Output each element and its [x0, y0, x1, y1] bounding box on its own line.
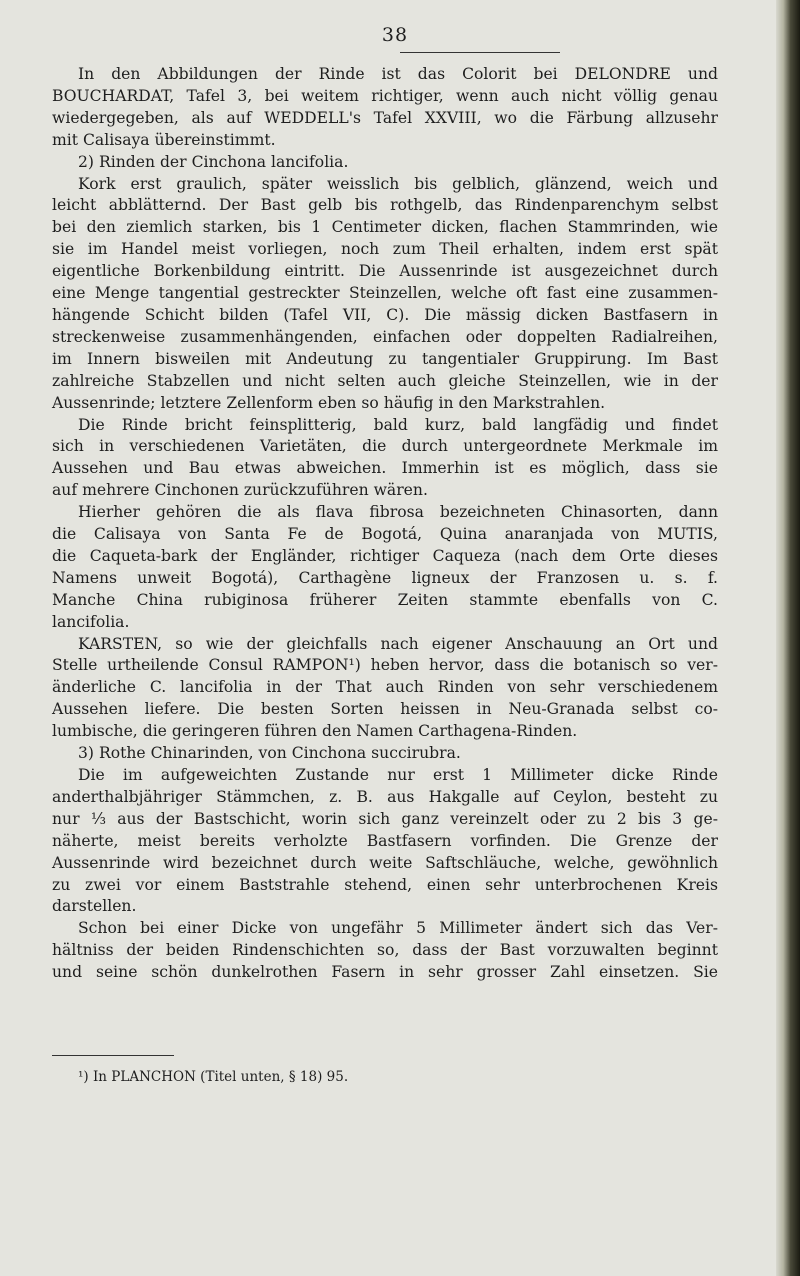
- text-line: Manche China rubiginosa früherer Zeiten stammte ebenfalls von C.: [52, 590, 718, 609]
- text-line: die Calisaya von Santa Fe de Bogotá, Quina anaranjada von MUTIS,: [52, 525, 718, 544]
- text-line: hängende Schicht bilden (Tafel VII, C). Die mässig dicken Bastfasern in: [52, 305, 718, 324]
- text-line: hältniss der beiden Rindenschichten so, dass der Bast vorzuwalten beginnt: [52, 941, 718, 960]
- footnote: ¹) In PLANCHON (Titel unten, § 18) 95.: [78, 1069, 349, 1085]
- text-line: darstellen.: [52, 897, 137, 916]
- text-line: Namens unweit Bogotá), Carthagène ligneux der Franzosen u. s. f.: [52, 568, 718, 587]
- text-line: BOUCHARDAT, Tafel 3, bei weitem richtiger, wenn auch nicht völlig genau: [52, 86, 718, 105]
- text-line: Die im aufgeweichten Zustande nur erst 1 Millimeter dicke Rinde: [78, 766, 718, 784]
- text-line: Aussenrinde; letztere Zellenform eben so häufig in den Markstrahlen.: [52, 393, 606, 412]
- text-line: bei den ziemlich starken, bis 1 Centimeter dicken, flachen Stammrinden, wie: [52, 218, 718, 237]
- text-line: sich in verschiedenen Varietäten, die durch untergeordnete Merkmale im: [52, 437, 718, 456]
- text-line: Schon bei einer Dicke von ungefähr 5 Millimeter ändert sich das Ver-: [78, 919, 718, 938]
- text-line: anderthalbjähriger Stämmchen, z. B. aus Hakgalle auf Ceylon, besteht zu: [52, 787, 718, 806]
- text-line: 2) Rinden der Cinchona lancifolia.: [78, 152, 349, 171]
- text-line: änderliche C. lancifolia in der That auch Rinden von sehr verschiedenem: [52, 678, 718, 697]
- body-text: [52, 64, 718, 984]
- text-line: 3) Rothe Chinarinden, von Cinchona succirubra.: [78, 744, 461, 763]
- text-line: mit Calisaya übereinstimmt.: [52, 130, 276, 149]
- text-line: sie im Handel meist vorliegen, noch zum Theil erhalten, indem erst spät: [52, 240, 718, 259]
- text-line: lancifolia.: [52, 612, 130, 631]
- text-line: eine Menge tangential gestreckter Steinzellen, welche oft fast eine zusammen-: [52, 284, 718, 303]
- text-line: zu zwei vor einem Baststrahle stehend, einen sehr unterbrochenen Kreis: [52, 875, 718, 894]
- text-line: streckenweise zusammenhängenden, einfachen oder doppelten Radialreihen,: [52, 327, 718, 346]
- text-line: In den Abbildungen der Rinde ist das Colorit bei DELONDRE und: [78, 65, 718, 83]
- page-edge-shadow: [776, 0, 800, 1276]
- text-line: Hierher gehören die als flava fibrosa bezeichneten Chinasorten, dann: [78, 503, 718, 522]
- header-rule: [400, 52, 560, 53]
- text-line: Aussehen und Bau etwas abweichen. Immerhin ist es möglich, dass sie: [52, 459, 718, 478]
- text-line: auf mehrere Cinchonen zurückzuführen wären.: [52, 481, 428, 500]
- text-line: Aussenrinde wird bezeichnet durch weite Saftschläuche, welche, gewöhnlich: [52, 853, 718, 872]
- text-line: KARSTEN, so wie der gleichfalls nach eigener Anschauung an Ort und: [78, 634, 718, 653]
- text-line: im Innern bisweilen mit Andeutung zu tangentialer Gruppirung. Im Bast: [52, 349, 718, 368]
- text-line: eigentliche Borkenbildung eintritt. Die Aussenrinde ist ausgezeichnet durch: [52, 262, 718, 281]
- text-line: nur ⅓ aus der Bastschicht, worin sich ganz vereinzelt oder zu 2 bis 3 ge-: [52, 809, 718, 828]
- text-line: wiedergegeben, als auf WEDDELL's Tafel XXVIII, wo die Färbung allzusehr: [52, 108, 718, 127]
- text-line: die Caqueta-bark der Engländer, richtiger Caqueza (nach dem Orte dieses: [52, 546, 718, 565]
- text-line: zahlreiche Stabzellen und nicht selten auch gleiche Steinzellen, wie in der: [52, 371, 718, 390]
- text-line: Die Rinde bricht feinsplitterig, bald kurz, bald langfädig und findet: [78, 415, 718, 434]
- text-line: leicht abblätternd. Der Bast gelb bis rothgelb, das Rindenparenchym selbst: [52, 196, 718, 215]
- text-line: lumbische, die geringeren führen den Namen Carthagena-Rinden.: [52, 722, 578, 741]
- text-line: Kork erst graulich, später weisslich bis gelblich, glänzend, weich und: [78, 174, 718, 193]
- text-line: Stelle urtheilende Consul RAMPON¹) heben hervor, dass die botanisch so ver-: [52, 656, 718, 675]
- page-number: 38: [381, 24, 409, 46]
- text-line: Aussehen liefere. Die besten Sorten heissen in Neu-Granada selbst co-: [52, 700, 718, 719]
- footnote-rule: [52, 1055, 174, 1056]
- text-line: und seine schön dunkelrothen Fasern in sehr grosser Zahl einsetzen. Sie: [52, 963, 718, 982]
- text-line: näherte, meist bereits verholzte Bastfasern vorfinden. Die Grenze der: [52, 831, 718, 850]
